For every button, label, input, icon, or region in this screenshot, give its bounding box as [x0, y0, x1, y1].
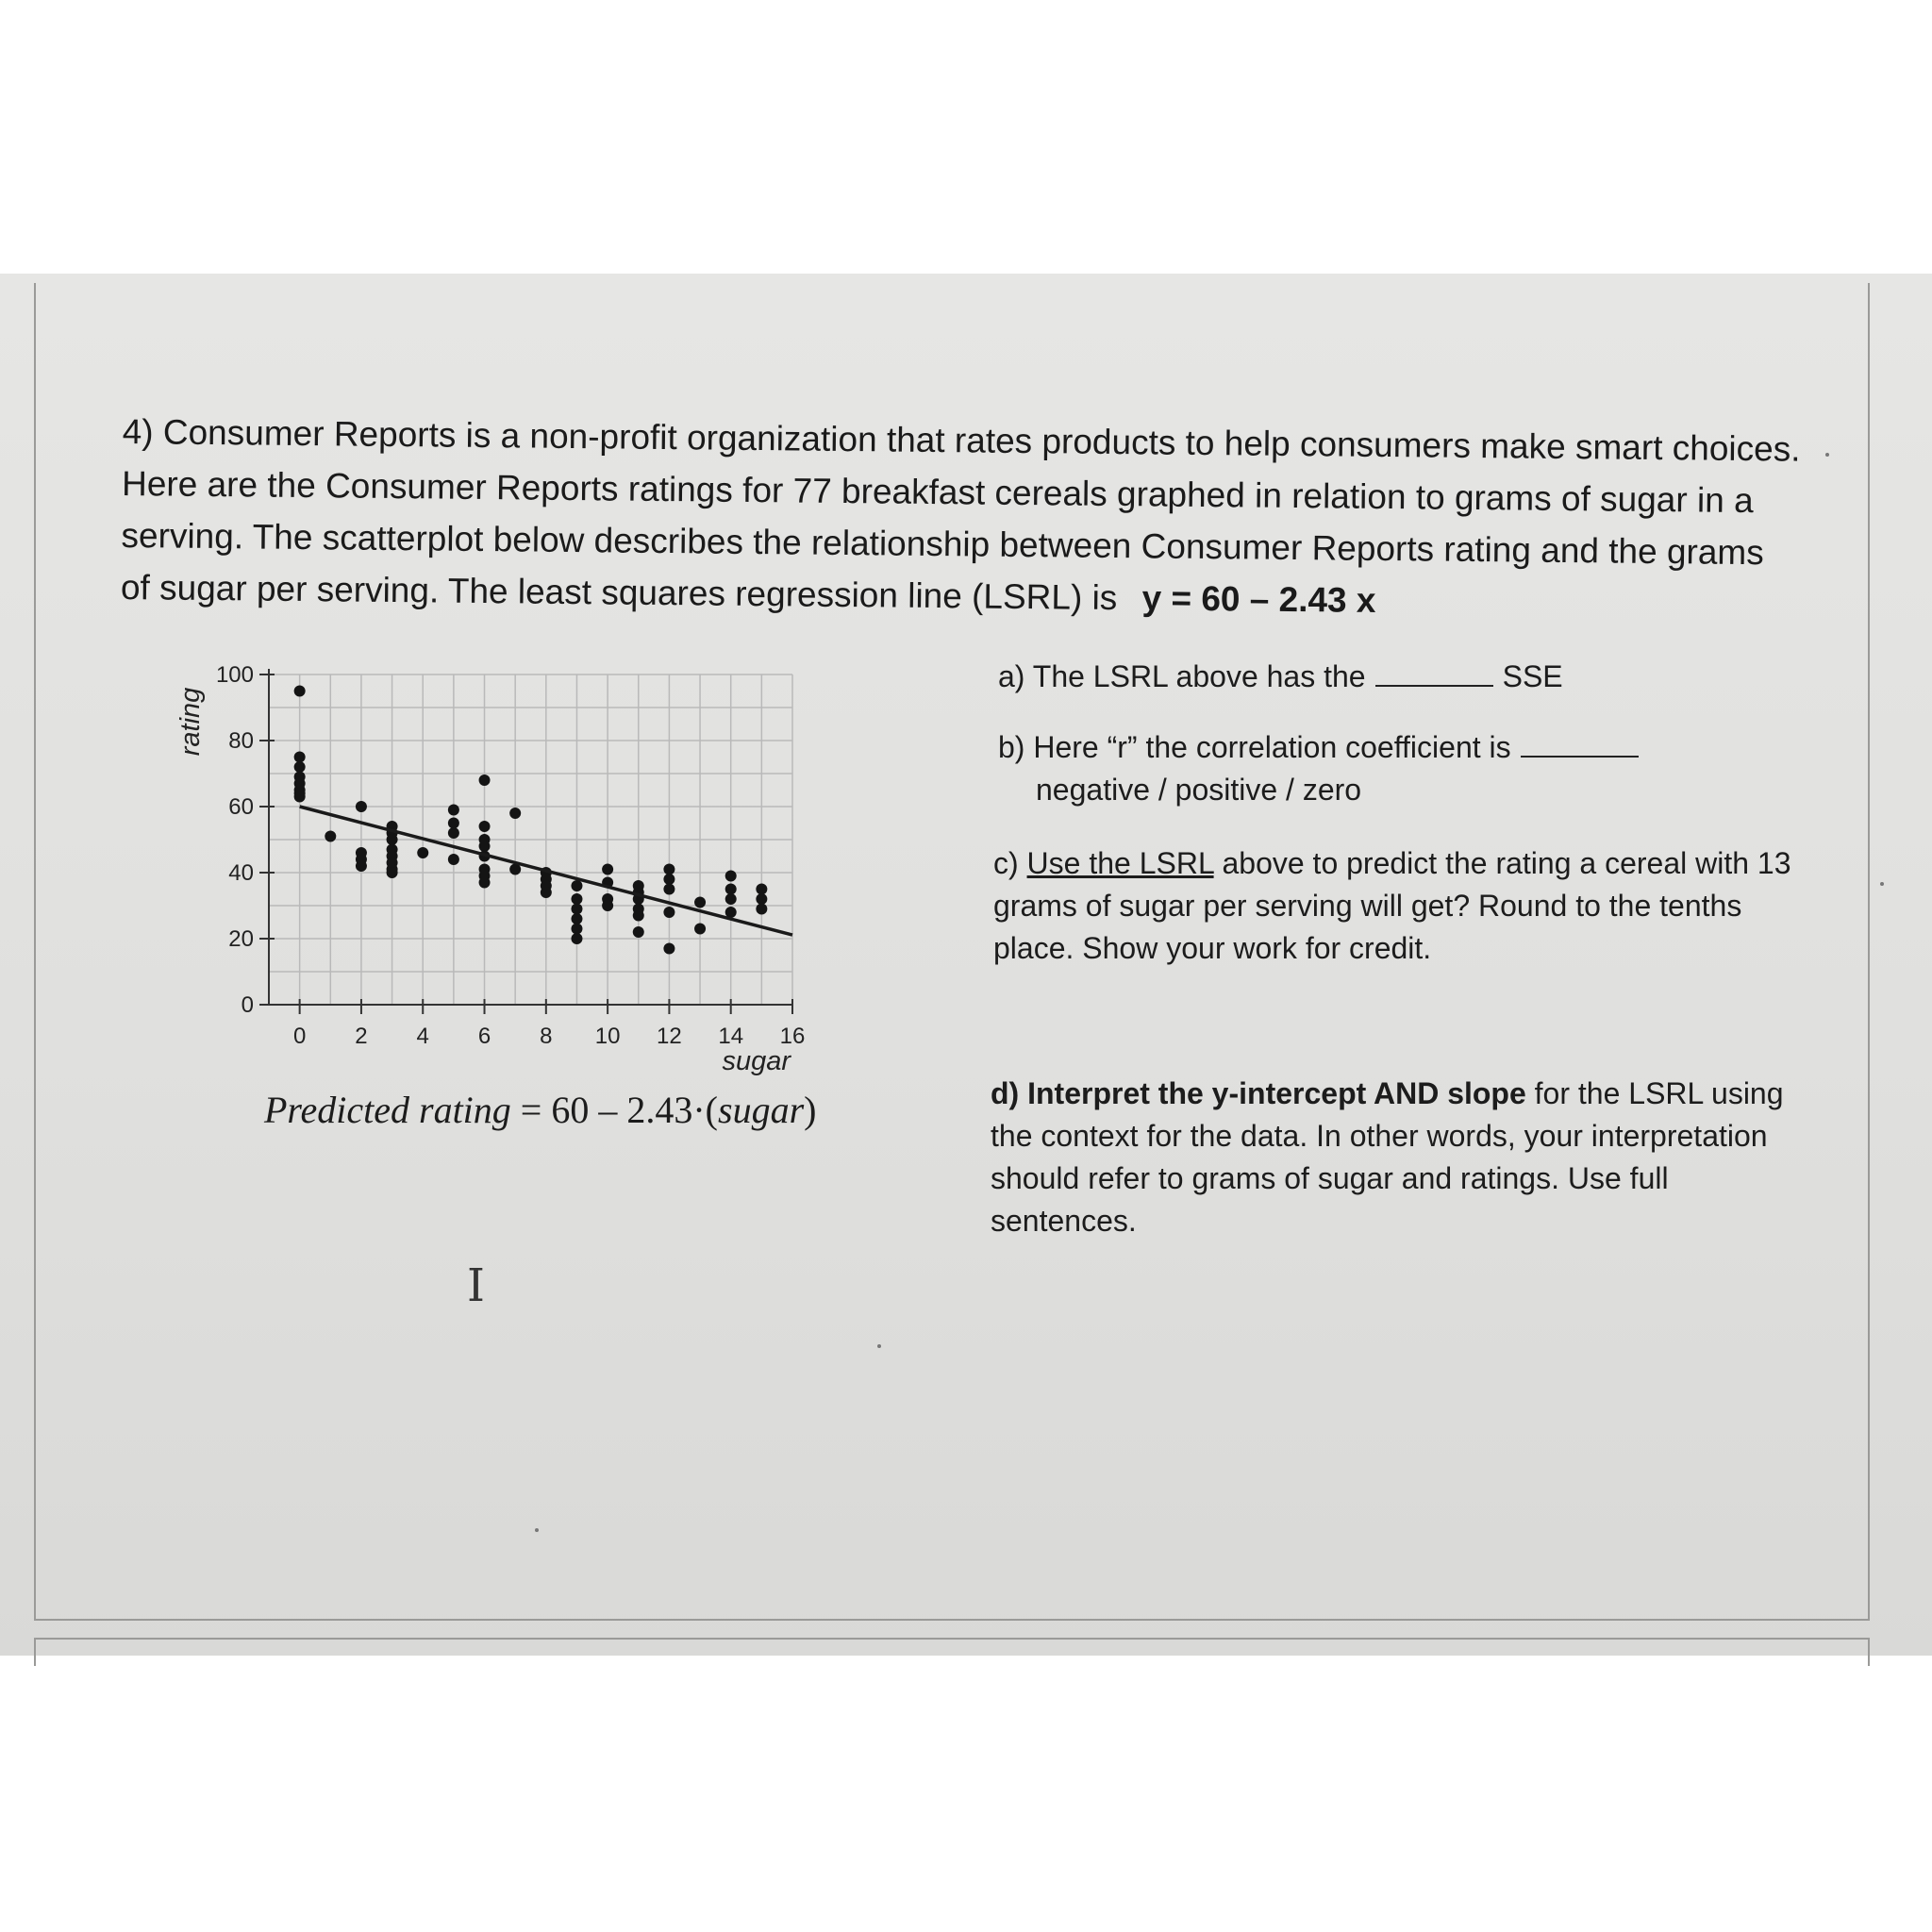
question-d-text: for the LSRL using the context for the data. In other words, your interpretation should refer to grams of sugar and ratings. Use full sentences.: [991, 1076, 1784, 1238]
question-a: [998, 656, 1563, 698]
y-axis-label: rating: [175, 687, 206, 757]
question-d-bold: d) Interpret the y-intercept AND slope: [991, 1076, 1526, 1110]
question-a-blank[interactable]: [1375, 684, 1493, 687]
data-point: [756, 884, 767, 895]
dust-speck: [535, 1528, 539, 1532]
predicted-rating-var: Predicted rating: [264, 1089, 511, 1131]
question-d: [991, 1073, 1802, 1242]
question-c-label: c): [993, 846, 1019, 880]
data-point: [694, 897, 706, 908]
x-tick-label: 10: [594, 1024, 621, 1049]
x-tick-label: 8: [540, 1024, 553, 1049]
data-point: [633, 926, 644, 938]
dust-speck: [877, 1344, 881, 1348]
predicted-rating-arg: sugar: [718, 1089, 805, 1131]
x-tick-label: 6: [477, 1024, 491, 1049]
next-worksheet-frame: [34, 1638, 1870, 1666]
question-b-options: negative / positive / zero: [1036, 773, 1362, 807]
data-point: [571, 924, 582, 935]
problem-intro: [121, 406, 1802, 631]
data-point: [571, 893, 582, 905]
data-point: [725, 884, 737, 895]
data-point: [571, 933, 582, 944]
data-point: [387, 867, 398, 878]
scatterplot: [165, 651, 825, 1094]
question-a-text: a) The LSRL above has the: [998, 659, 1366, 693]
data-point: [294, 686, 306, 697]
question-b: [998, 726, 1648, 811]
question-b-text: b) Here “r” the correlation coefficient is: [998, 730, 1511, 764]
data-point: [571, 880, 582, 891]
data-point: [448, 818, 459, 829]
data-point: [294, 791, 306, 803]
x-tick-label: 14: [718, 1024, 744, 1049]
x-tick-label: 12: [657, 1024, 682, 1049]
data-point: [479, 821, 491, 832]
text-cursor-icon: I: [467, 1259, 485, 1312]
data-point: [479, 774, 491, 786]
y-tick-label: 60: [228, 794, 254, 820]
problem-text: 4) Consumer Reports is a non-profit organization that rates products to help consumers make smart choices. Here are the Consumer Reports ratings for 77 breakfast cereals graphed in relation to grams of sugar in a serving. The scatterplot below describes the relationship between Consumer Reports rating and the grams of sugar per serving. The least squares regression line (LSRL) is: [120, 411, 1801, 618]
data-point: [725, 871, 737, 882]
question-c-text: above to predict the rating a cereal with 13 grams of sugar per serving will get? Round to the tenths place. Show your work for credit.: [993, 846, 1791, 965]
question-a-suffix: SSE: [1502, 659, 1563, 693]
question-c-underlined: Use the LSRL: [1026, 846, 1214, 880]
data-point: [356, 860, 367, 872]
data-point: [571, 913, 582, 924]
data-point: [756, 904, 767, 915]
data-point: [663, 943, 675, 955]
data-point: [663, 864, 675, 875]
y-tick-label: 20: [228, 926, 254, 952]
data-point: [387, 834, 398, 845]
data-point: [509, 808, 521, 819]
x-tick-label: 16: [779, 1024, 806, 1049]
y-tick-label: 40: [228, 860, 254, 886]
data-point: [571, 904, 582, 915]
dust-speck: [1825, 453, 1829, 457]
data-point: [294, 752, 306, 763]
data-point: [663, 907, 675, 918]
data-point: [633, 910, 644, 922]
question-c: [993, 842, 1805, 970]
y-tick-label: 100: [215, 662, 254, 688]
x-tick-label: 2: [355, 1024, 368, 1049]
data-point: [417, 847, 428, 858]
data-point: [356, 801, 367, 812]
x-tick-label: 4: [416, 1024, 429, 1049]
data-point: [448, 805, 459, 816]
predicted-rating-equation: [264, 1088, 816, 1132]
dust-speck: [1880, 882, 1884, 886]
predicted-rating-end: ): [804, 1089, 817, 1131]
y-tick-label: 0: [241, 992, 254, 1018]
data-point: [325, 831, 336, 842]
data-point: [694, 924, 706, 935]
predicted-rating-mid: = 60 – 2.43·(: [510, 1089, 718, 1131]
question-b-blank[interactable]: [1521, 755, 1639, 758]
data-point: [756, 893, 767, 905]
x-axis-label: sugar: [722, 1046, 791, 1076]
data-point: [479, 877, 491, 889]
lsrl-equation: y = 60 – 2.43 x: [1141, 578, 1376, 620]
data-point: [602, 864, 613, 875]
scatterplot-svg: [165, 651, 825, 1094]
data-point: [448, 854, 459, 865]
data-point: [479, 841, 491, 852]
data-point: [725, 893, 737, 905]
data-point: [663, 874, 675, 885]
data-point: [294, 761, 306, 773]
data-point: [448, 827, 459, 839]
y-tick-label: 80: [228, 728, 254, 754]
x-tick-label: 0: [292, 1024, 307, 1049]
data-point: [541, 887, 552, 898]
data-point: [602, 900, 613, 911]
data-point: [663, 884, 675, 895]
